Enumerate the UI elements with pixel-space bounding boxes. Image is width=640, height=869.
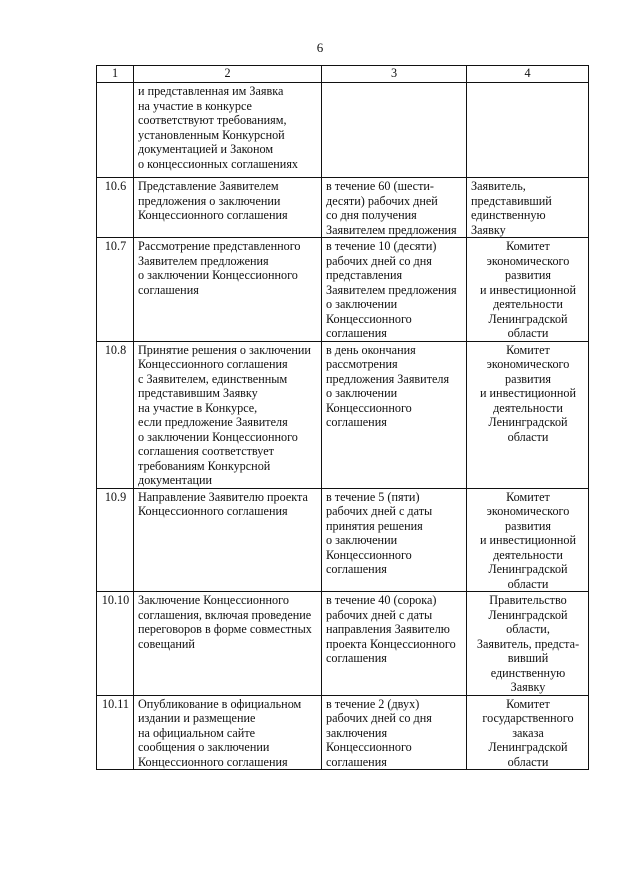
table-row bbox=[97, 341, 589, 488]
row-deadline: в день окончания рассмотрения предложения Заявителя о заключении Концессионного соглашения bbox=[322, 341, 467, 488]
row-responsible: Комитет экономического развития и инвестиционной деятельности Ленинградской области bbox=[467, 488, 589, 592]
row-number: 10.9 bbox=[97, 488, 134, 592]
row-number: 10.7 bbox=[97, 238, 134, 342]
concession-schedule-table bbox=[96, 65, 589, 770]
row-action: Направление Заявителю проекта Концессионного соглашения bbox=[134, 488, 322, 592]
row-responsible: Комитет экономического развития и инвестиционной деятельности Ленинградской области bbox=[467, 341, 589, 488]
table-header-row bbox=[97, 66, 589, 83]
row-action: Опубликование в официальном издании и размещение на официальном сайте сообщения о заключении Концессионного соглашения bbox=[134, 695, 322, 770]
row-action: Представление Заявителем предложения о заключении Концессионного соглашения bbox=[134, 178, 322, 238]
row-deadline: в течение 10 (десяти) рабочих дней со дня представления Заявителем предложения о заключении Концессионного соглашения bbox=[322, 238, 467, 342]
row-deadline: в течение 40 (сорока) рабочих дней с даты направления Заявителю проекта Концессионного соглашения bbox=[322, 592, 467, 696]
table-row bbox=[97, 178, 589, 238]
row-action: Рассмотрение представленного Заявителем предложения о заключении Концессионного соглашения bbox=[134, 238, 322, 342]
table-row bbox=[97, 83, 589, 178]
table-row bbox=[97, 238, 589, 342]
row-number: 10.10 bbox=[97, 592, 134, 696]
row-number: 10.11 bbox=[97, 695, 134, 770]
page-number: 6 bbox=[316, 40, 324, 55]
row-responsible: Правительство Ленинградской области, Заявитель, предста- вивший единственную Заявку bbox=[467, 592, 589, 696]
column-header-3: 3 bbox=[322, 66, 467, 83]
table-row bbox=[97, 488, 589, 592]
table-row bbox=[97, 695, 589, 770]
row-number bbox=[97, 83, 134, 178]
row-responsible bbox=[467, 83, 589, 178]
column-header-2: 2 bbox=[134, 66, 322, 83]
row-number: 10.6 bbox=[97, 178, 134, 238]
row-action: и представленная им Заявка на участие в конкурсе соответствуют требованиям, установленным Конкурсной документацией и Законом о концессионных соглашениях bbox=[134, 83, 322, 178]
row-deadline: в течение 2 (двух) рабочих дней со дня заключения Концессионного соглашения bbox=[322, 695, 467, 770]
row-responsible: Комитет государственного заказа Ленинградской области bbox=[467, 695, 589, 770]
row-deadline: в течение 60 (шести- десяти) рабочих дней со дня получения Заявителем предложения bbox=[322, 178, 467, 238]
row-responsible: Комитет экономического развития и инвестиционной деятельности Ленинградской области bbox=[467, 238, 589, 342]
column-header-4: 4 bbox=[467, 66, 589, 83]
column-header-1: 1 bbox=[97, 66, 134, 83]
row-responsible: Заявитель, представивший единственную Заявку bbox=[467, 178, 589, 238]
row-deadline bbox=[322, 83, 467, 178]
table-row bbox=[97, 592, 589, 696]
row-number: 10.8 bbox=[97, 341, 134, 488]
row-deadline: в течение 5 (пяти) рабочих дней с даты принятия решения о заключении Концессионного соглашения bbox=[322, 488, 467, 592]
row-action: Принятие решения о заключении Концессионного соглашения с Заявителем, единственным представившим Заявку на участие в Конкурсе, если предложение Заявителя о заключении Концессионного соглашения соответствует требованиям Конкурсной документации bbox=[134, 341, 322, 488]
row-action: Заключение Концессионного соглашения, включая проведение переговоров в форме совместных совещаний bbox=[134, 592, 322, 696]
